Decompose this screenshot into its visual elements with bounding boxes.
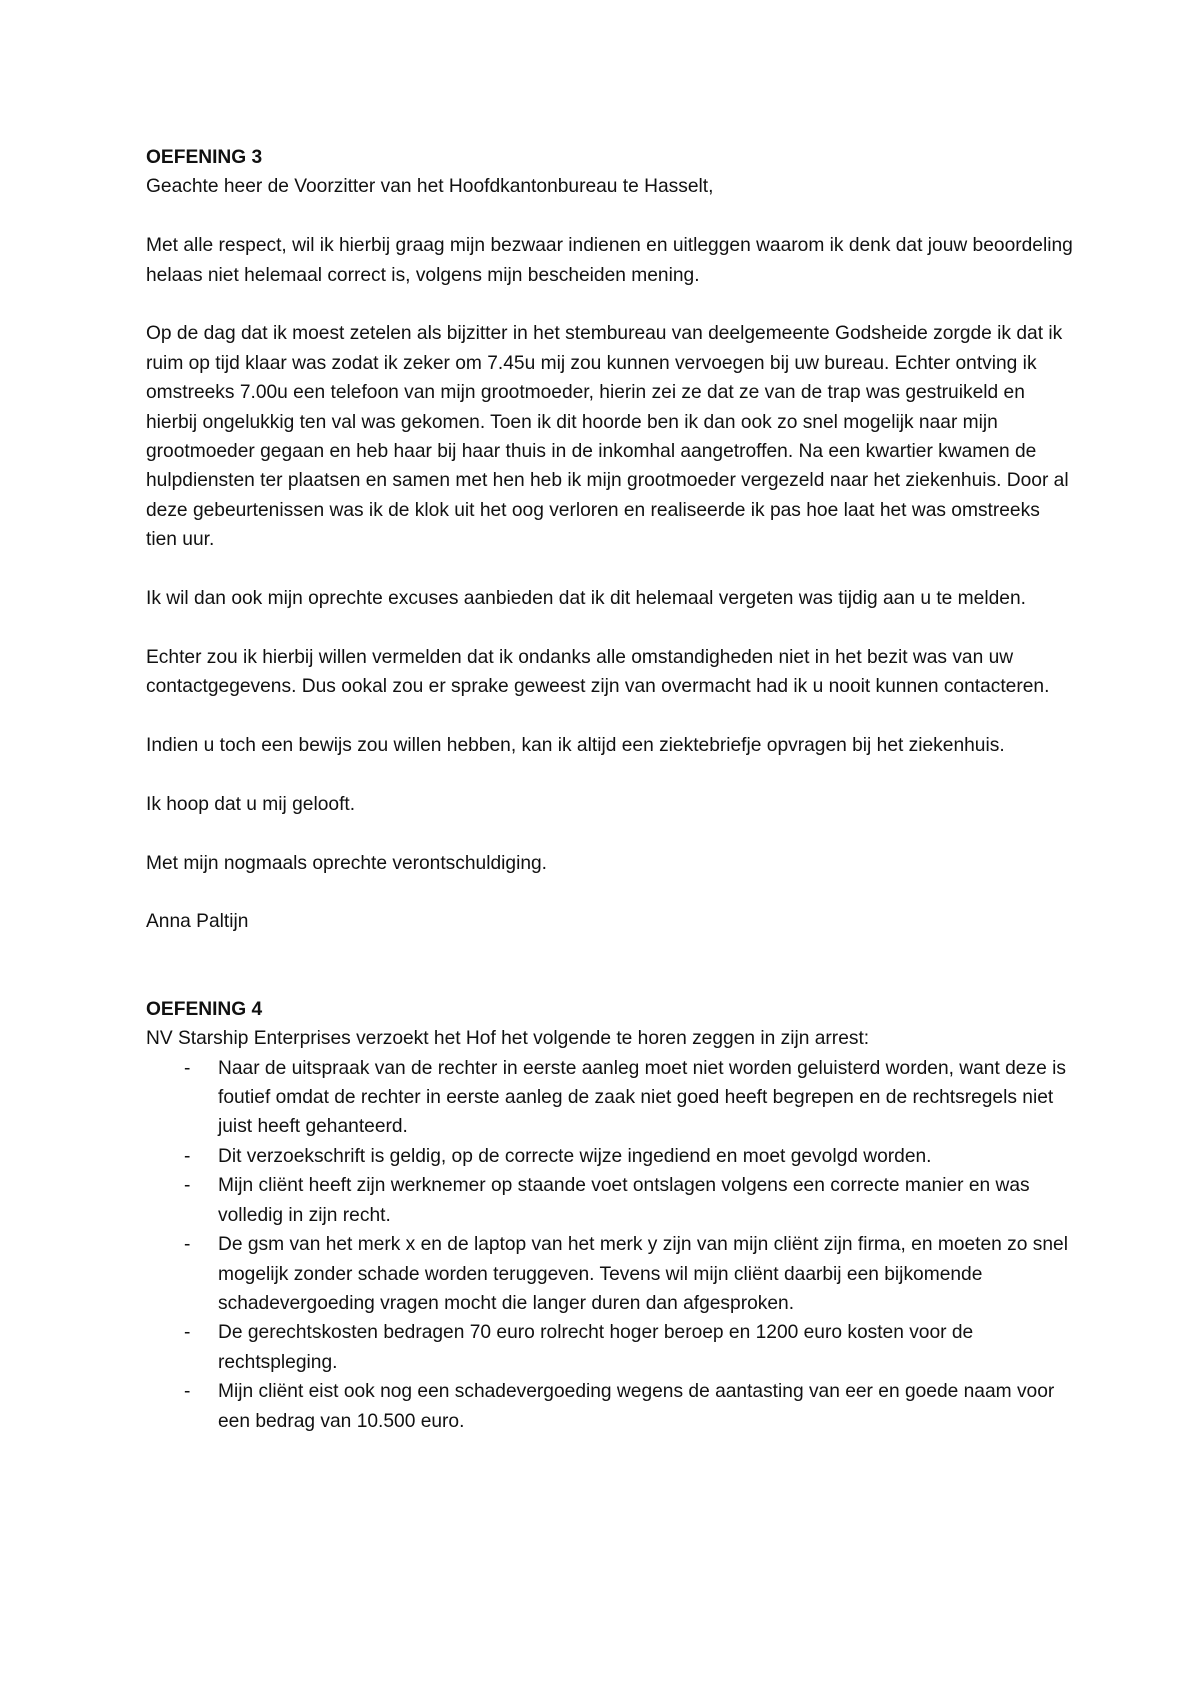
- dash-bullet: -: [184, 1381, 191, 1403]
- list-item: [146, 1318, 1076, 1377]
- paragraph-closing: Met mijn nogmaals oprechte verontschuldiging.: [146, 852, 548, 874]
- paragraph-hope: Ik hoop dat u mij gelooft.: [146, 793, 356, 815]
- list-item: [146, 1377, 1076, 1436]
- dash-bullet: -: [184, 1234, 191, 1256]
- paragraph-events: Op de dag dat ik moest zetelen als bijzitter in het stembureau van deelgemeente Godsheide zorgde ik dat ik ruim op tijd klaar was zodat ik zeker om 7.45u mij zou kunnen vervoegen bij uw bureau. Echter ontving ik omstreeks 7.00u een telefoon van mijn grootmoeder, hierin zei ze dat ze van de trap was gestruikeld en hierbij ongelukkig ten val was gekomen. Toen ik dit hoorde ben ik dan ook zo snel mogelijk naar mijn grootmoeder gegaan en heb haar bij haar thuis in de inkomhal aangetroffen. Na een kwartier kwamen de hulpdiensten ter plaatsen en samen met hen heb ik mijn grootmoeder vergezeld naar het ziekenhuis. Door al deze gebeurtenissen was ik de klok uit het oog verloren en realiseerde ik pas hoe laat het was omstreeks tien uur.: [146, 323, 1069, 551]
- section-oefening-3: [146, 143, 1076, 937]
- dash-bullet: -: [184, 1057, 191, 1079]
- list-item-text: Dit verzoekschrift is geldig, op de correcte wijze ingediend en moet gevolgd worden.: [218, 1145, 932, 1167]
- section-4-intro: NV Starship Enterprises verzoekt het Hof het volgende te horen zeggen in zijn arrest:: [146, 1028, 870, 1050]
- dash-bullet: -: [184, 1175, 191, 1197]
- paragraph-apology: Ik wil dan ook mijn oprechte excuses aanbieden dat ik dit helemaal vergeten was tijdig aan u te melden.: [146, 588, 1026, 610]
- section-3-heading: OEFENING 3: [146, 147, 263, 168]
- salutation: Geachte heer de Voorzitter van het Hoofdkantonbureau te Hasselt,: [146, 176, 714, 198]
- paragraph-objection: Met alle respect, wil ik hierbij graag mijn bezwaar indienen en uitleggen waarom ik denk dat jouw beoordeling helaas niet helemaal correct is, volgens mijn bescheiden mening.: [146, 235, 1073, 286]
- list-item: [146, 1054, 1076, 1142]
- document-body: [146, 143, 1076, 1436]
- paragraph-contact: Echter zou ik hierbij willen vermelden dat ik ondanks alle omstandigheden niet in het bezit was van uw contactgegevens. Dus ookal zou er sprake geweest zijn van overmacht had ik u nooit kunnen contacteren.: [146, 646, 1050, 698]
- list-item-text: Mijn cliënt heeft zijn werknemer op staande voet ontslagen volgens een correcte manier en was volledig in zijn recht.: [218, 1175, 1030, 1226]
- signature-name: Anna Paltijn: [146, 911, 249, 933]
- dash-bullet: -: [184, 1145, 191, 1167]
- list-item-text: De gsm van het merk x en de laptop van het merk y zijn van mijn cliënt zijn firma, en moeten zo snel mogelijk zonder schade worden teruggeven. Tevens wil mijn cliënt daarbij een bijkomende schadevergoeding vragen mocht die langer duren dan afgesproken.: [218, 1234, 1068, 1314]
- list-item-text: Mijn cliënt eist ook nog een schadevergoeding wegens de aantasting van eer en goede naam voor een bedrag van 10.500 euro.: [218, 1381, 1055, 1432]
- list-item-text: De gerechtskosten bedragen 70 euro rolrecht hoger beroep en 1200 euro kosten voor de rechtspleging.: [218, 1322, 974, 1373]
- list-item: [146, 1230, 1076, 1318]
- list-item: [146, 1142, 1076, 1171]
- dash-bullet: -: [184, 1322, 191, 1344]
- paragraph-proof: Indien u toch een bewijs zou willen hebben, kan ik altijd een ziektebriefje opvragen bij het ziekenhuis.: [146, 735, 1005, 757]
- list-item-text: Naar de uitspraak van de rechter in eerste aanleg moet niet worden geluisterd worden, want deze is foutief omdat de rechter in eerste aanleg de zaak niet goed heeft begrepen en de rechtsregels niet juist heeft gehanteerd.: [218, 1057, 1066, 1138]
- section-oefening-4: [146, 995, 1076, 1436]
- section-4-heading: OEFENING 4: [146, 998, 263, 1020]
- list-item: [146, 1171, 1076, 1230]
- claims-list: [146, 1054, 1076, 1436]
